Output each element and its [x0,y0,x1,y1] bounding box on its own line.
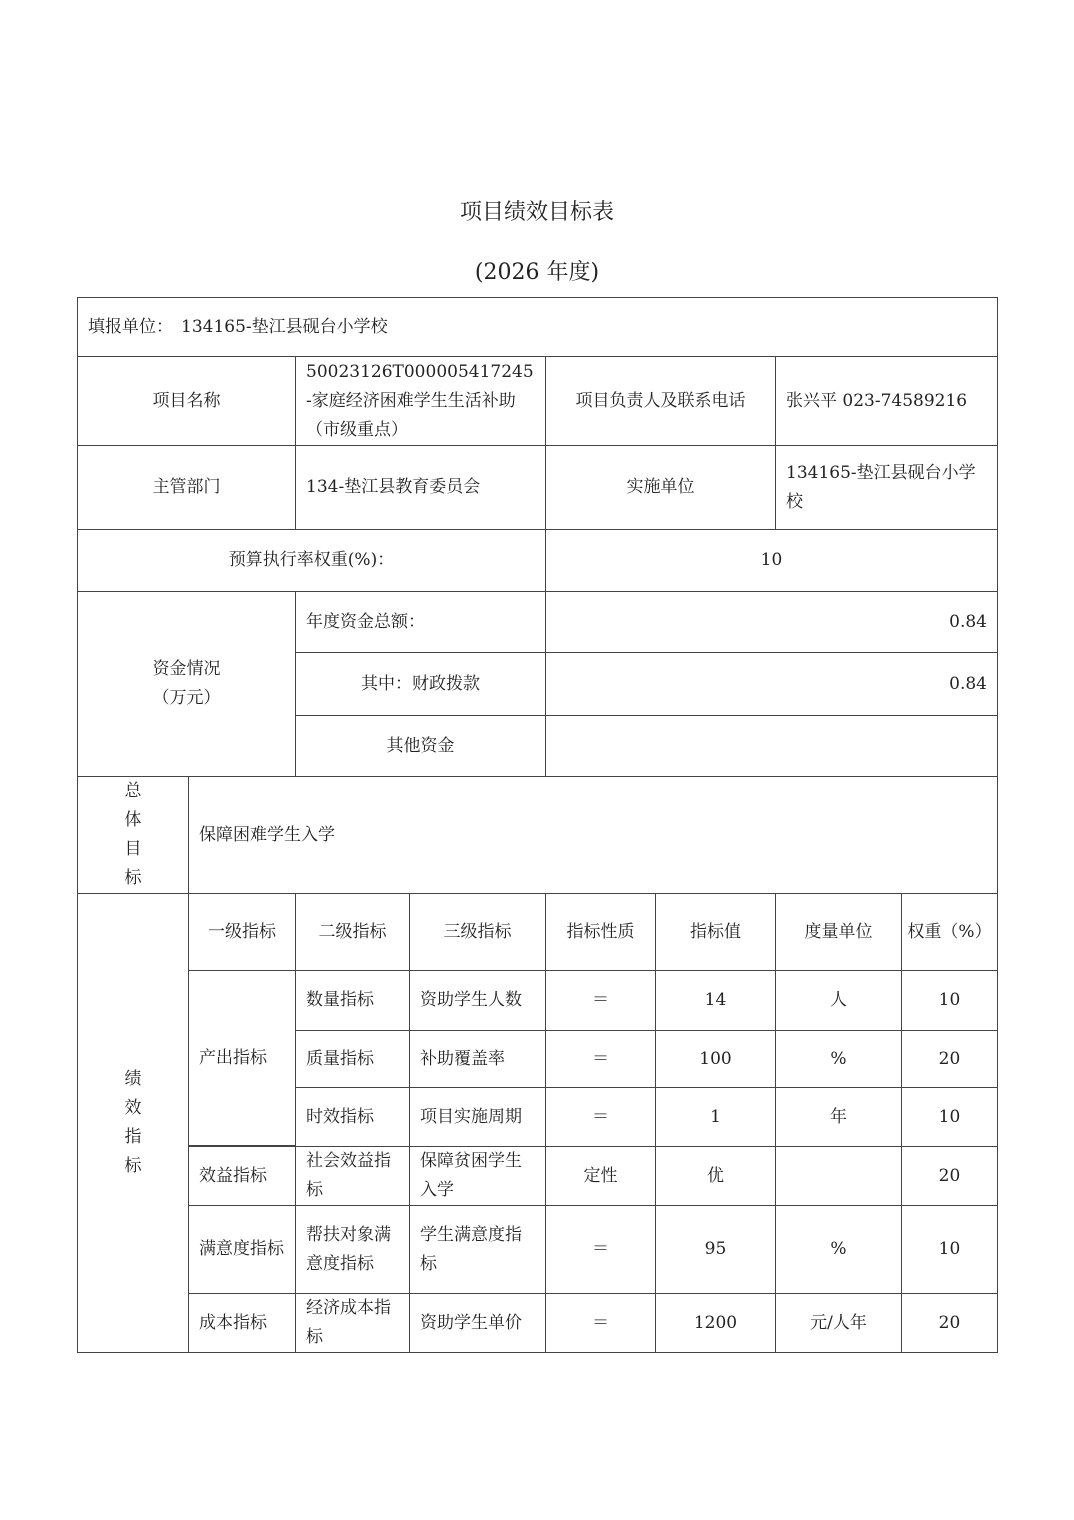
row3-weight: 20 [901,1146,998,1206]
header-value: 指标值 [655,893,776,971]
goal-label-char: 总 [124,781,142,801]
row5-l2: 经济成本指标 [295,1293,410,1353]
row3-l3: 保障贫困学生入学 [409,1146,546,1206]
perf-label-char: 绩 [124,1069,142,1089]
project-name-label: 项目名称 [77,356,296,446]
perf-label-char: 指 [124,1127,142,1147]
budget-value: 10 [545,529,998,592]
header-l1: 一级指标 [188,893,296,971]
row2-weight: 10 [901,1087,998,1147]
impl-value: 134165-垫江县砚台小学校 [775,445,998,530]
row5-value: 1200 [655,1293,776,1353]
row2-value: 1 [655,1087,776,1147]
row4-value: 95 [655,1205,776,1294]
funds-label-line1: 资金情况 [152,659,221,679]
row5-l1: 成本指标 [188,1293,296,1353]
budget-label: 预算执行率权重(%)： [77,529,546,592]
filler-value: 134165-垫江县砚台小学校 [181,316,388,337]
dept-value: 134-垫江县教育委员会 [295,445,546,530]
project-name-value: 50023126T000005417245-家庭经济困难学生生活补助（市级重点） [295,356,546,446]
output-indicator-label: 产出指标 [188,970,296,1146]
row1-weight: 20 [901,1030,998,1088]
row4-nature: ＝ [545,1205,656,1294]
filler-label: 填报单位： [88,316,173,337]
row3-nature: 定性 [545,1146,656,1206]
perf-label-char: 标 [124,1156,142,1176]
header-nature: 指标性质 [545,893,656,971]
row3-l1: 效益指标 [188,1146,296,1206]
goal-label [77,776,189,894]
row0-l2: 数量指标 [295,970,410,1031]
row2-l3: 项目实施周期 [409,1087,546,1147]
funds-label [77,591,296,777]
row4-l3: 学生满意度指标 [409,1205,546,1294]
row0-weight: 10 [901,970,998,1031]
funds-total-value: 0.84 [545,591,998,653]
row4-l1: 满意度指标 [188,1205,296,1294]
goal-value: 保障困难学生入学 [188,776,998,894]
row4-weight: 10 [901,1205,998,1294]
goal-label-char: 标 [124,868,142,888]
row0-l3: 资助学生人数 [409,970,546,1031]
row0-nature: ＝ [545,970,656,1031]
row2-l2: 时效指标 [295,1087,410,1147]
filler-row [77,297,998,357]
perf-label [77,893,189,1353]
funds-other-label: 其他资金 [295,715,546,777]
contact-label: 项目负责人及联系电话 [545,356,776,446]
row5-l3: 资助学生单价 [409,1293,546,1353]
goal-label-char: 体 [124,810,142,830]
dept-label: 主管部门 [77,445,296,530]
row1-unit: % [775,1030,902,1088]
row5-unit: 元/人年 [775,1293,902,1353]
row1-nature: ＝ [545,1030,656,1088]
row4-unit: % [775,1205,902,1294]
page-title: 项目绩效目标表 [459,200,614,225]
perf-label-char: 效 [124,1098,142,1118]
row3-l2: 社会效益指标 [295,1146,410,1206]
row1-value: 100 [655,1030,776,1088]
page-subtitle: (2026 年度) [474,260,600,285]
row3-unit [775,1146,902,1206]
contact-value: 张兴平 023-74589216 [775,356,998,446]
header-weight: 权重（%） [901,893,998,971]
row4-l2: 帮扶对象满意度指标 [295,1205,410,1294]
row5-weight: 20 [901,1293,998,1353]
header-unit: 度量单位 [775,893,902,971]
header-l2: 二级指标 [295,893,410,971]
row0-value: 14 [655,970,776,1031]
row3-value: 优 [655,1146,776,1206]
goal-label-char: 目 [124,839,142,859]
funds-total-label: 年度资金总额： [295,591,546,653]
funds-label-line2: （万元） [152,688,221,708]
impl-label: 实施单位 [545,445,776,530]
header-l3: 三级指标 [409,893,546,971]
row1-l3: 补助覆盖率 [409,1030,546,1088]
funds-fiscal-value: 0.84 [545,652,998,716]
row5-nature: ＝ [545,1293,656,1353]
row0-unit: 人 [775,970,902,1031]
row1-l2: 质量指标 [295,1030,410,1088]
row2-unit: 年 [775,1087,902,1147]
funds-fiscal-label: 其中：财政拨款 [295,652,546,716]
row2-nature: ＝ [545,1087,656,1147]
funds-other-value [545,715,998,777]
